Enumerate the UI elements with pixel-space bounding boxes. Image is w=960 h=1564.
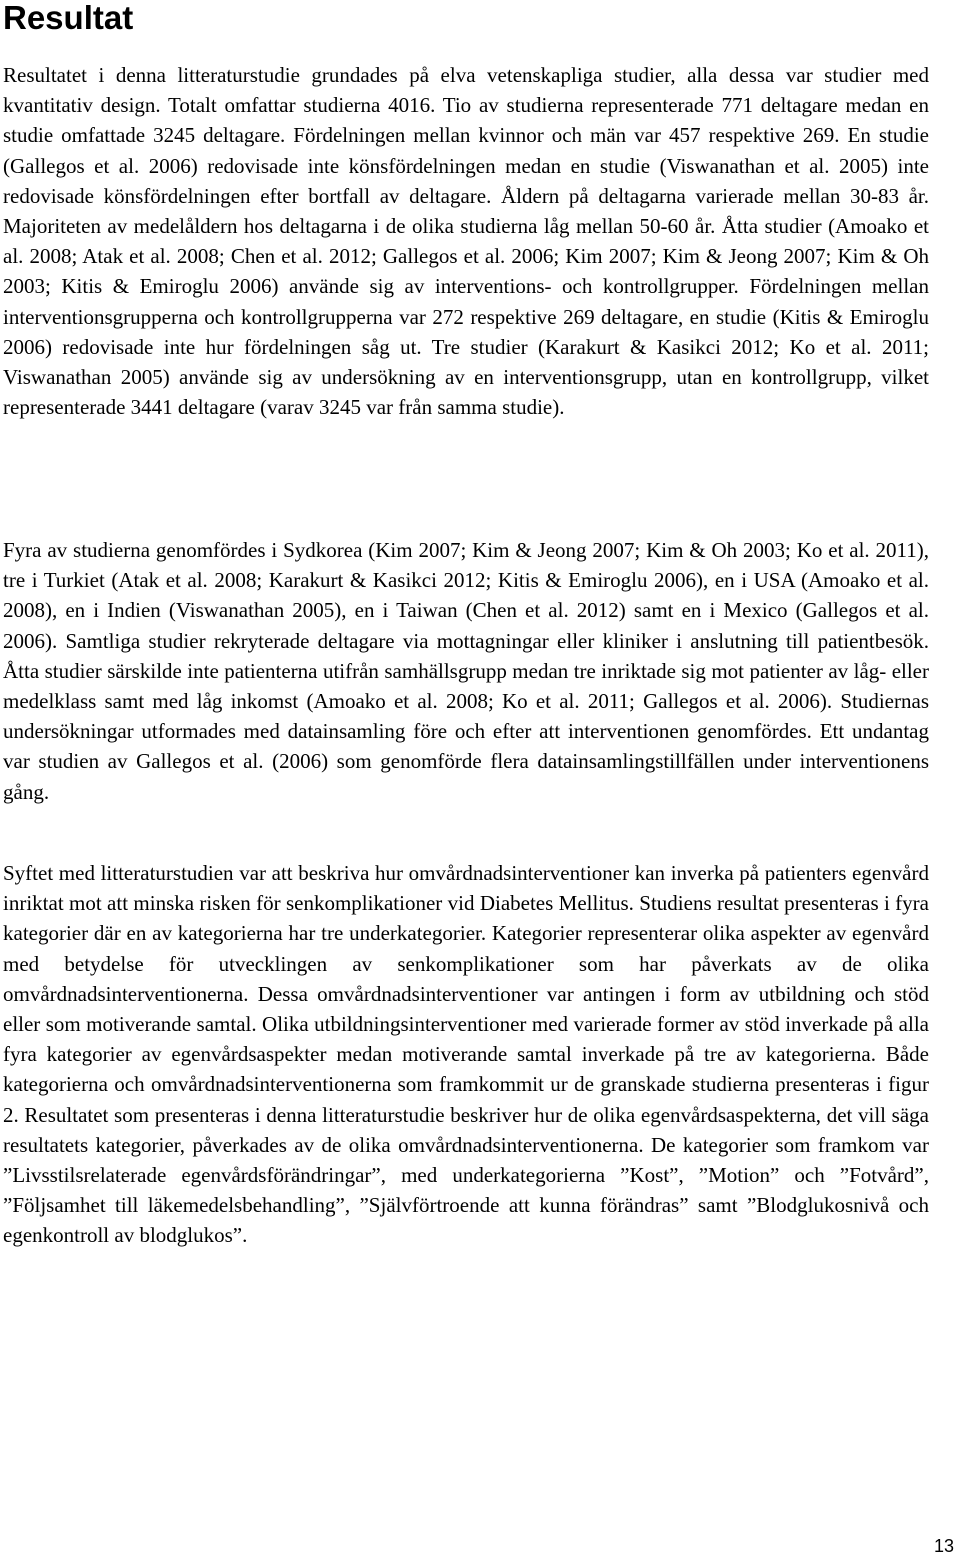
paragraph-study-purpose: Syftet med litteraturstudien var att beskriva hur omvårdnadsinterventioner kan inverka på patienters egenvård inriktat mot att minska risken för senkomplikationer vid Diabetes Mellitus. Studiens resultat presenteras i fyra kategorier där en av kategorierna har tre underkategorier. Kategorier representerar olika aspekter av egenvård med betydelse för utvecklingen av senkomplikationer som har påverkats av de olika omvårdnadsinterventionerna. Dessa omvårdnadsinterventioner var antingen i form av utbildning och stöd eller som motiverande samtal. Olika utbildningsinterventioner med varierade former av stöd inverkade på alla fyra kategorier av egenvårdsaspekter medan motiverande samtal inverkade på tre av kategorierna. Både kategorierna och omvårdnadsinterventionerna som framkommit ur de granskade studierna presenteras i figur 2. Resultatet som presenteras i denna litteraturstudie beskriver hur de olika egenvårdsaspekterna, det vill säga resultatets kategorier, påverkades av de olika omvårdnadsinterventionerna. De kategorier som framkom var ”Livsstilsrelaterade egenvårdsförändringar”, med underkategorierna ”Kost”, ”Motion” och ”Fotvård”, ”Följsamhet till läkemedelsbehandling”, ”Självförtroende att kunna förändras” samt ”Blodglukosnivå och egenkontroll av blodglukos”. [3,861,929,1248]
section-heading: Resultat [3,0,134,36]
paragraph-study-locations: Fyra av studierna genomfördes i Sydkorea (Kim 2007; Kim & Jeong 2007; Kim & Oh 2003; Ko et al. 2011), tre i Turkiet (Atak et al. 2008; Karakurt & Kasikci 2012; Kitis & Emiroglu 2006), en i USA (Amoako et al. 2008), en i Indien (Viswanathan 2005), en i Taiwan (Chen et al. 2012) samt en i Mexico (Gallegos et al. 2006). Samtliga studier rekryterade deltagare via mottagningar eller kliniker i anslutning till patientbesök. Åtta studier särskilde inte patienterna utifrån samhällsgrupp medan tre inriktade sig mot patienter av låg- eller medelklass samt med låg inkomst (Amoako et al. 2008; Ko et al. 2011; Gallegos et al. 2006). Studiernas undersökningar utformades med datainsamling före och efter att interventionen genomfördes. Ett undantag var studien av Gallegos et al. (2006) som genomförde flera datainsamlingstillfällen under interventionens gång. [3,538,929,804]
page-number: 13 [933,1536,954,1556]
paragraph-study-overview: Resultatet i denna litteraturstudie grundades på elva vetenskapliga studier, alla dessa var studier med kvantitativ design. Totalt omfattar studierna 4016. Tio av studierna representerade 771 deltagare medan en studie omfattade 3245 deltagare. Fördelningen mellan kvinnor och män var 457 respektive 269. En studie (Gallegos et al. 2006) redovisade inte könsfördelningen medan en studie (Viswanathan et al. 2005) inte redovisade könsfördelningen efter bortfall av deltagare. Åldern på deltagarna varierade mellan 30-83 år. Majoriteten av medelåldern hos deltagarna i de olika studierna låg mellan 50-60 år. Åtta studier (Amoako et al. 2008; Atak et al. 2008; Chen et al. 2012; Gallegos et al. 2006; Kim 2007; Kim & Jeong 2007; Kim & Oh 2003; Kitis & Emiroglu 2006) använde sig av interventions- och kontrollgrupper. Fördelningen mellan interventionsgrupperna och kontrollgrupperna var 272 respektive 269 deltagare, en studie (Kitis & Emiroglu 2006) redovisade inte hur fördelningen såg ut. Tre studier (Karakurt & Kasikci 2012; Ko et al. 2011; Viswanathan 2005) använde sig av undersökning av en interventionsgrupp, utan en kontrollgrupp, vilket representerade 3441 deltagare (varav 3245 var från samma studie). [3,63,929,420]
